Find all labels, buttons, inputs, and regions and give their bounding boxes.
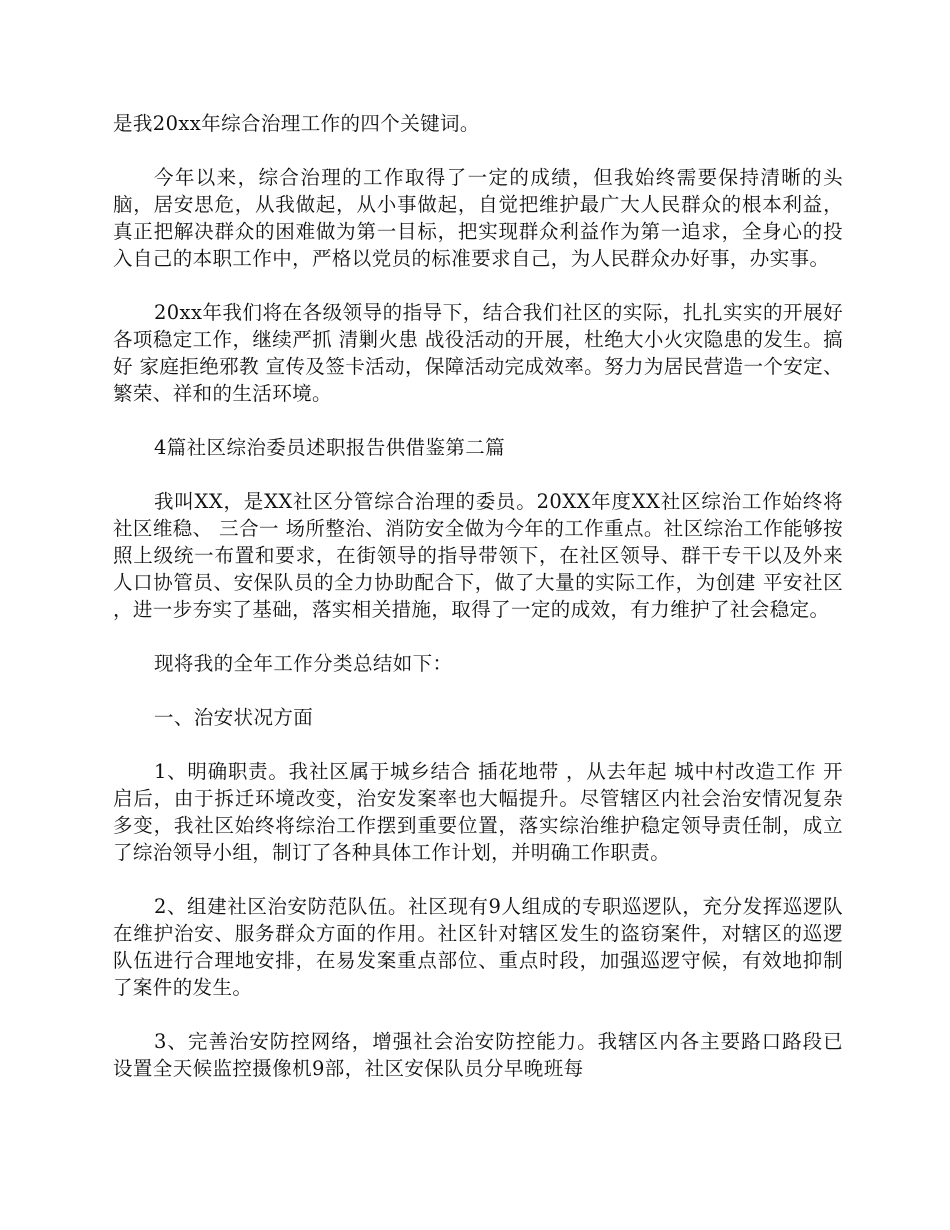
paragraph-5: 我叫XX，是XX社区分管综合治理的委员。20XX年度XX社区综治工作始终将社区维稳、 三合一 场所整治、消防安全做为今年的工作重点。社区综治工作能够按照上级统一布置和要求，在街领导的指导带领下，在社区领导、群干专干以及外来人口协管员、安保队员的全力协助配合下，做了大量的实际工作，为创建 平安社区 ，进一步夯实了基础，落实相关措施，取得了一定的成效，有力维护了社会稳定。 (113, 490, 843, 621)
subsection-title: 一、治安状况方面 (153, 706, 314, 729)
paragraph-8: 1、明确职责。我社区属于城乡结合 插花地带 ，从去年起 城中村改造工作 开启后，由于拆迁环境改变，治安发案率也大幅提升。尽管辖区内社会治安情况复杂多变，我社区始终将综治工作摆到重要位置，落实综治维护稳定领导责任制，成立了综治领导小组，制订了各种具体工作计划，并明确工作职责。 (113, 760, 843, 864)
paragraph-6: 现将我的全年工作分类总结如下： (153, 652, 453, 675)
paragraph-3: 20xx年我们将在各级领导的指导下，结合我们社区的实际，扎扎实实的开展好各项稳定工作，继续严抓 清剿火患 战役活动的开展，杜绝大小火灾隐患的发生。搞好 家庭拒绝邪教 宣传及签卡活动，保障活动完成效率。努力为居民营造一个安定、繁荣、祥和的生活环境。 (113, 301, 843, 405)
paragraph-2: 今年以来，综合治理的工作取得了一定的成绩，但我始终需要保持清晰的头脑，居安思危，从我做起，从小事做起，自觉把维护最广大人民群众的根本利益，真正把解决群众的困难做为第一目标，把实现群众利益作为第一追求，全身心的投入自己的本职工作中，严格以党员的标准要求自己，为人民群众办好事，办实事。 (113, 166, 843, 270)
paragraph-10: 3、完善治安防控网络，增强社会治安防控能力。我辖区内各主要路口路段已设置全天候监控摄像机9部，社区安保队员分早晚班每 (113, 1030, 843, 1080)
paragraph-1: 是我20xx年综合治理工作的四个关键词。 (113, 112, 480, 135)
document-page (113, 110, 843, 1109)
paragraph-9: 2、组建社区治安防范队伍。社区现有9人组成的专职巡逻队，充分发挥巡逻队在维护治安、服务群众方面的作用。社区针对辖区发生的盗窃案件，对辖区的巡逻队伍进行合理地安排，在易发案重点部位、重点时段，加强巡逻守候，有效地抑制了案件的发生。 (113, 895, 843, 999)
section-title: 4篇社区综治委员述职报告供借鉴第二篇 (153, 436, 506, 459)
